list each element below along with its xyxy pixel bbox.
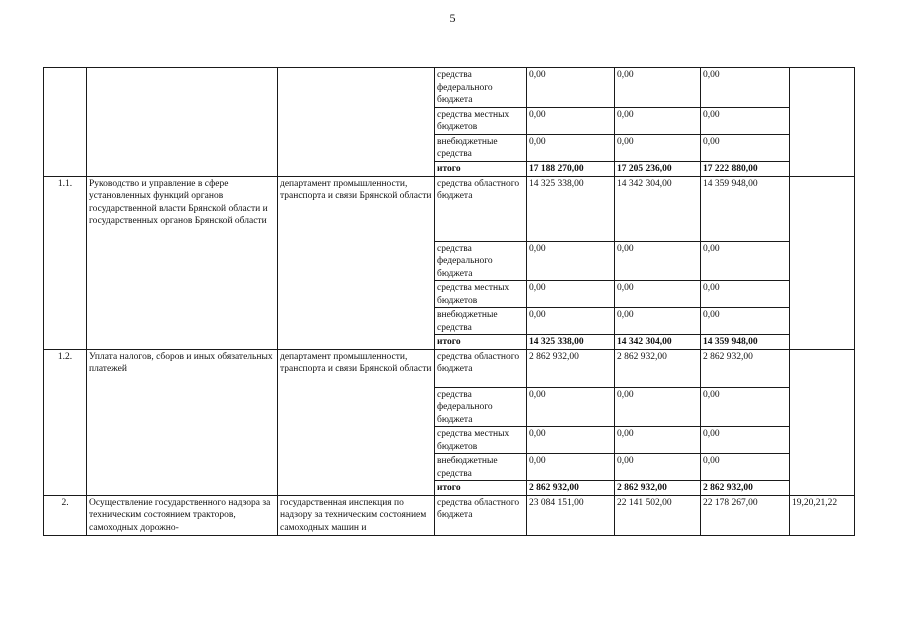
- value-year-2: 0,00: [615, 308, 701, 335]
- row-number: 2.: [44, 495, 87, 535]
- value-year-1: 0,00: [527, 281, 615, 308]
- funding-source: средства областного бюджета: [435, 349, 527, 387]
- goal-indicators: [790, 176, 855, 349]
- table-row: [44, 68, 855, 108]
- value-year-3: 2 862 932,00: [701, 349, 790, 387]
- executor: [278, 68, 435, 177]
- row-number: 1.2.: [44, 349, 87, 495]
- measure-name: Уплата налогов, сборов и иных обязательных платежей: [87, 349, 278, 495]
- row-number: [44, 68, 87, 177]
- value-year-2: 0,00: [615, 241, 701, 281]
- executor: департамент промышленности, транспорта и связи Брянской области: [278, 349, 435, 495]
- value-year-2: 0,00: [615, 134, 701, 161]
- table-row: [44, 349, 855, 387]
- funding-source: средства федерального бюджета: [435, 68, 527, 108]
- value-year-3: 0,00: [701, 281, 790, 308]
- row-number: 1.1.: [44, 176, 87, 349]
- value-year-1: 23 084 151,00: [527, 495, 615, 535]
- value-year-1: 0,00: [527, 308, 615, 335]
- measure-name: Осуществление государственного надзора за техническим состоянием тракторов, самоходных дорожно-: [87, 495, 278, 535]
- value-year-1: 0,00: [527, 241, 615, 281]
- value-year-3: 14 359 948,00: [701, 335, 790, 350]
- page-number: 5: [449, 11, 456, 25]
- goal-indicators: [790, 68, 855, 177]
- funding-source: средства областного бюджета: [435, 495, 527, 535]
- value-year-3: 0,00: [701, 427, 790, 454]
- value-year-3: 0,00: [701, 387, 790, 427]
- value-year-2: 22 141 502,00: [615, 495, 701, 535]
- value-year-2: 0,00: [615, 454, 701, 481]
- value-year-1: 14 325 338,00: [527, 335, 615, 350]
- funding-source: средства федерального бюджета: [435, 387, 527, 427]
- value-year-2: 0,00: [615, 387, 701, 427]
- value-year-3: 0,00: [701, 454, 790, 481]
- value-year-1: 0,00: [527, 427, 615, 454]
- funding-source: средства федерального бюджета: [435, 241, 527, 281]
- value-year-2: 0,00: [615, 427, 701, 454]
- value-year-3: 2 862 932,00: [701, 481, 790, 496]
- funding-source: средства местных бюджетов: [435, 107, 527, 134]
- value-year-3: 0,00: [701, 68, 790, 108]
- funding-source-total: итого: [435, 481, 527, 496]
- value-year-1: 17 188 270,00: [527, 161, 615, 176]
- value-year-1: 0,00: [527, 387, 615, 427]
- value-year-1: 0,00: [527, 68, 615, 108]
- funding-source: внебюджетные средства: [435, 134, 527, 161]
- value-year-3: 0,00: [701, 107, 790, 134]
- funding-source: средства областного бюджета: [435, 176, 527, 241]
- value-year-1: 2 862 932,00: [527, 481, 615, 496]
- budget-table: [43, 67, 855, 536]
- funding-source: внебюджетные средства: [435, 454, 527, 481]
- value-year-2: 0,00: [615, 68, 701, 108]
- measure-name: [87, 68, 278, 177]
- value-year-1: 0,00: [527, 107, 615, 134]
- value-year-2: 2 862 932,00: [615, 349, 701, 387]
- value-year-3: 22 178 267,00: [701, 495, 790, 535]
- value-year-1: 0,00: [527, 454, 615, 481]
- measure-name: Руководство и управление в сфере установленных функций органов государственной власти Брянской области и государственных органов Брянской области: [87, 176, 278, 349]
- funding-source-total: итого: [435, 335, 527, 350]
- value-year-1: 2 862 932,00: [527, 349, 615, 387]
- value-year-2: 17 205 236,00: [615, 161, 701, 176]
- funding-source: средства местных бюджетов: [435, 281, 527, 308]
- funding-source: внебюджетные средства: [435, 308, 527, 335]
- executor: государственная инспекция по надзору за техническим состоянием самоходных машин и: [278, 495, 435, 535]
- value-year-3: 0,00: [701, 134, 790, 161]
- value-year-1: 14 325 338,00: [527, 176, 615, 241]
- table-row: [44, 176, 855, 241]
- value-year-3: 14 359 948,00: [701, 176, 790, 241]
- goal-indicators: [790, 349, 855, 495]
- value-year-2: 2 862 932,00: [615, 481, 701, 496]
- table-row: [44, 495, 855, 535]
- value-year-2: 14 342 304,00: [615, 176, 701, 241]
- value-year-2: 0,00: [615, 107, 701, 134]
- value-year-2: 14 342 304,00: [615, 335, 701, 350]
- value-year-1: 0,00: [527, 134, 615, 161]
- value-year-3: 0,00: [701, 308, 790, 335]
- executor: департамент промышленности, транспорта и связи Брянской области: [278, 176, 435, 349]
- value-year-2: 0,00: [615, 281, 701, 308]
- funding-source: средства местных бюджетов: [435, 427, 527, 454]
- goal-indicators: 19,20,21,22: [790, 495, 855, 535]
- funding-source-total: итого: [435, 161, 527, 176]
- value-year-3: 17 222 880,00: [701, 161, 790, 176]
- value-year-3: 0,00: [701, 241, 790, 281]
